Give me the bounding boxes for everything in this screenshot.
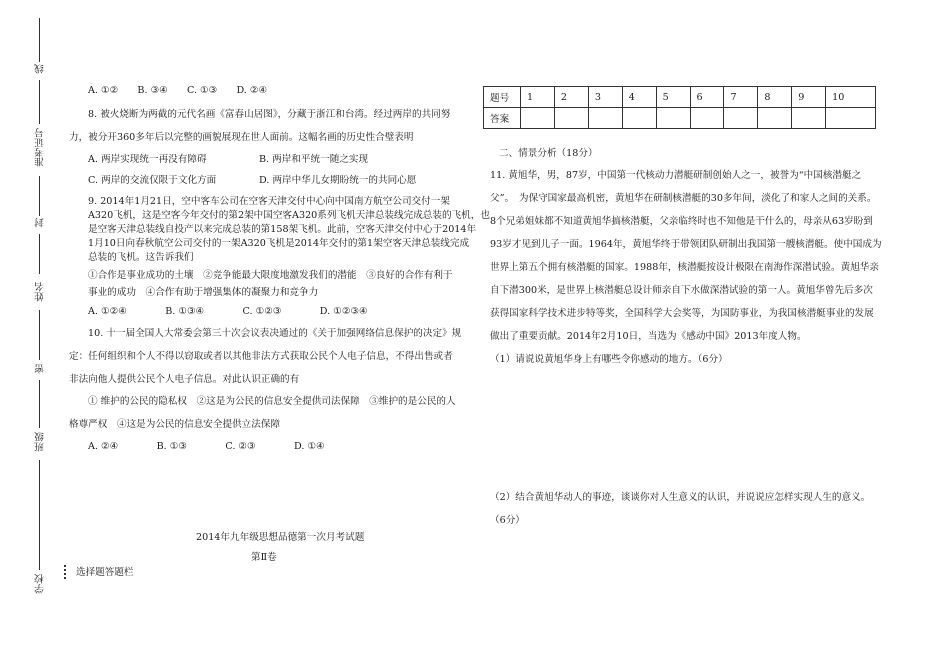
binding-line	[39, 380, 40, 428]
binding-line	[39, 18, 40, 62]
answer-cell[interactable]	[792, 108, 826, 129]
answer-grid-number: 5	[656, 87, 690, 108]
answer-cell[interactable]	[588, 108, 622, 129]
q8-option-d: D. 两岸中华儿女期盼统一的共同心愿	[259, 175, 417, 186]
binding-dots	[64, 565, 68, 579]
binding-label-feng: 封	[35, 218, 46, 228]
binding-line	[39, 176, 40, 216]
binding-line	[39, 310, 40, 360]
q8-option-c: C. 两岸的交流仅限于文化方面	[88, 175, 217, 186]
volume-label: 第Ⅱ卷	[251, 552, 277, 563]
binding-line	[39, 460, 40, 570]
q10-statements: ① 维护的公民的隐私权 ②这是为公民的信息安全提供司法保障 ③维护的是公民的人	[88, 396, 456, 407]
answer-grid-answer-row	[484, 108, 876, 129]
q10-stem-cont: 非法向他人提供公民个人电子信息。对此认识正确的有	[69, 374, 300, 385]
q11-stem-line: 世界上第五个拥有核潜艇的国家。1988年，核潜艇按设计极限在南海作深潜试验。黄旭华亲	[490, 262, 879, 273]
q11-stem: 11. 黄旭华，男，87岁，中国第一代核动力潜艇研制创始人之一，被誉为“中国核潜艇之	[490, 170, 862, 181]
answer-grid-number: 2	[554, 87, 588, 108]
answer-section-label: 选择题答题栏	[76, 567, 134, 578]
answer-cell[interactable]	[521, 108, 555, 129]
q8-option-b: B. 两岸和平统一随之实现	[259, 154, 369, 165]
q10-stem-cont: 定：任何组织和个人不得以窃取或者以其他非法方式获取公民个人电子信息，不得出售或者	[69, 351, 453, 362]
q11-stem-line: 8个兄弟姐妹都不知道黄旭华搞核潜艇，父亲临终时也不知他是干什么的，母亲从63岁盼到	[490, 216, 873, 227]
binding-line	[39, 234, 40, 274]
q11-stem-line: 父”。 为保守国家最高机密，黄旭华在研制核潜艇的30多年间，淡化了和家人之间的关系。	[490, 193, 877, 204]
q10-statements-cont: 格尊严权 ④这是为公民的信息安全提供立法保障	[69, 419, 281, 430]
answer-grid-number: 4	[622, 87, 656, 108]
q9-stem-line: 总装的飞机。这告诉我们	[88, 252, 194, 263]
answer-grid-number: 10	[826, 87, 876, 108]
answer-cell[interactable]	[622, 108, 656, 129]
answer-grid-number: 6	[690, 87, 724, 108]
q9-stem-line: 1月10日向春秋航空公司交付的一架A320飞机是2014年交付的第1架空客天津总装线完成	[88, 238, 470, 249]
q8-option-a: A. 两岸实现统一再没有障碍	[88, 154, 207, 165]
q11-sub-question-2-score: （6分）	[490, 515, 525, 526]
q9-statements: ①合作是事业成功的土壤 ②竞争能最大限度地激发我们的潜能 ③良好的合作有利于	[88, 270, 453, 281]
section2-heading: 二、情景分析（18分）	[499, 148, 598, 159]
answer-cell[interactable]	[826, 108, 876, 129]
binding-label-mi: 密	[35, 364, 46, 374]
answer-grid-number: 1	[521, 87, 555, 108]
binding-label-exam-number: 准考证号	[35, 128, 46, 167]
q11-sub-question-1: （1）请说说黄旭华身上有哪些令你感动的地方。（6分）	[490, 354, 728, 365]
q7-options: A. ①② B. ③④ C. ①③ D. ②④	[88, 85, 268, 96]
q9-stem-line: A320飞机，这是空客今年交付的第2架中国空客A320系列飞机天津总装线完成总装的飞机，也	[88, 210, 490, 221]
q11-stem-line: 93岁才见到儿子一面。1964年，黄旭华终于带领团队研制出我国第一艘核潜艇。使中国成为	[490, 239, 882, 250]
q11-sub-question-2: （2）结合黄旭华动人的事迹，谈谈你对人生意义的认识，并说说应怎样实现人生的意义。	[490, 492, 871, 503]
q11-stem-line: 自下潜300米，是世界上核潜艇总设计师亲自下水做深潜试验的第一人。黄旭华曾先后多次	[490, 285, 873, 296]
answer-cell[interactable]	[758, 108, 792, 129]
answer-grid-number: 8	[758, 87, 792, 108]
q9-stem: 9. 2014年1月21日，空中客车公司在空客天津交付中心向中国南方航空公司交付一架	[88, 196, 450, 207]
q11-stem-line: 做出了重要贡献。2014年2月10日，当选为《感动中国》2013年度人物。	[490, 331, 807, 342]
binding-label-school: 学校	[35, 574, 46, 594]
answer-cell[interactable]	[724, 108, 758, 129]
q8-stem: 8. 被火烧断为两截的元代名画《富春山居图》，分藏于浙江和台湾。经过两岸的共同努	[88, 109, 451, 120]
answer-cell[interactable]	[656, 108, 690, 129]
answer-grid-number: 3	[588, 87, 622, 108]
binding-line	[39, 80, 40, 124]
answer-grid-head: 答案	[484, 108, 521, 129]
answer-grid-header-row	[484, 87, 876, 108]
q9-stem-line: 是空客天津总装线自投产以来完成总装的第158架飞机。此前，空客天津交付中心于2014年	[88, 224, 477, 235]
answer-grid-number: 9	[792, 87, 826, 108]
q8-stem-cont: 力，被分开360多年后以完整的画貌展现在世人面前。这幅名画的历史性合璧表明	[69, 132, 414, 143]
exam-title: 2014年九年级思想品德第一次月考试题	[196, 532, 365, 543]
binding-label-name: 姓名	[35, 282, 46, 302]
q10-options: A. ②④ B. ①③ C. ②③ D. ①④	[88, 441, 325, 452]
q9-statements-cont: 事业的成功 ④合作有助于增强集体的凝聚力和竞争力	[88, 287, 319, 298]
answer-grid-head: 题号	[484, 87, 521, 108]
answer-cell[interactable]	[690, 108, 724, 129]
answer-cell[interactable]	[554, 108, 588, 129]
answer-grid-number: 7	[724, 87, 758, 108]
answer-grid	[483, 86, 876, 129]
q10-stem: 10. 十一届全国人大常委会第三十次会议表决通过的《关于加强网络信息保护的决定》规	[88, 328, 462, 339]
q9-options: A. ①②④ B. ①③④ C. ①②③ D. ①②③④	[88, 306, 368, 317]
binding-label-class: 班级	[35, 432, 46, 452]
binding-label-xian: 线	[35, 64, 46, 74]
q11-stem-line: 获得国家科学技术进步特等奖，全国科学大会奖等，为国防事业，为我国核潜艇事业的发展	[490, 308, 874, 319]
